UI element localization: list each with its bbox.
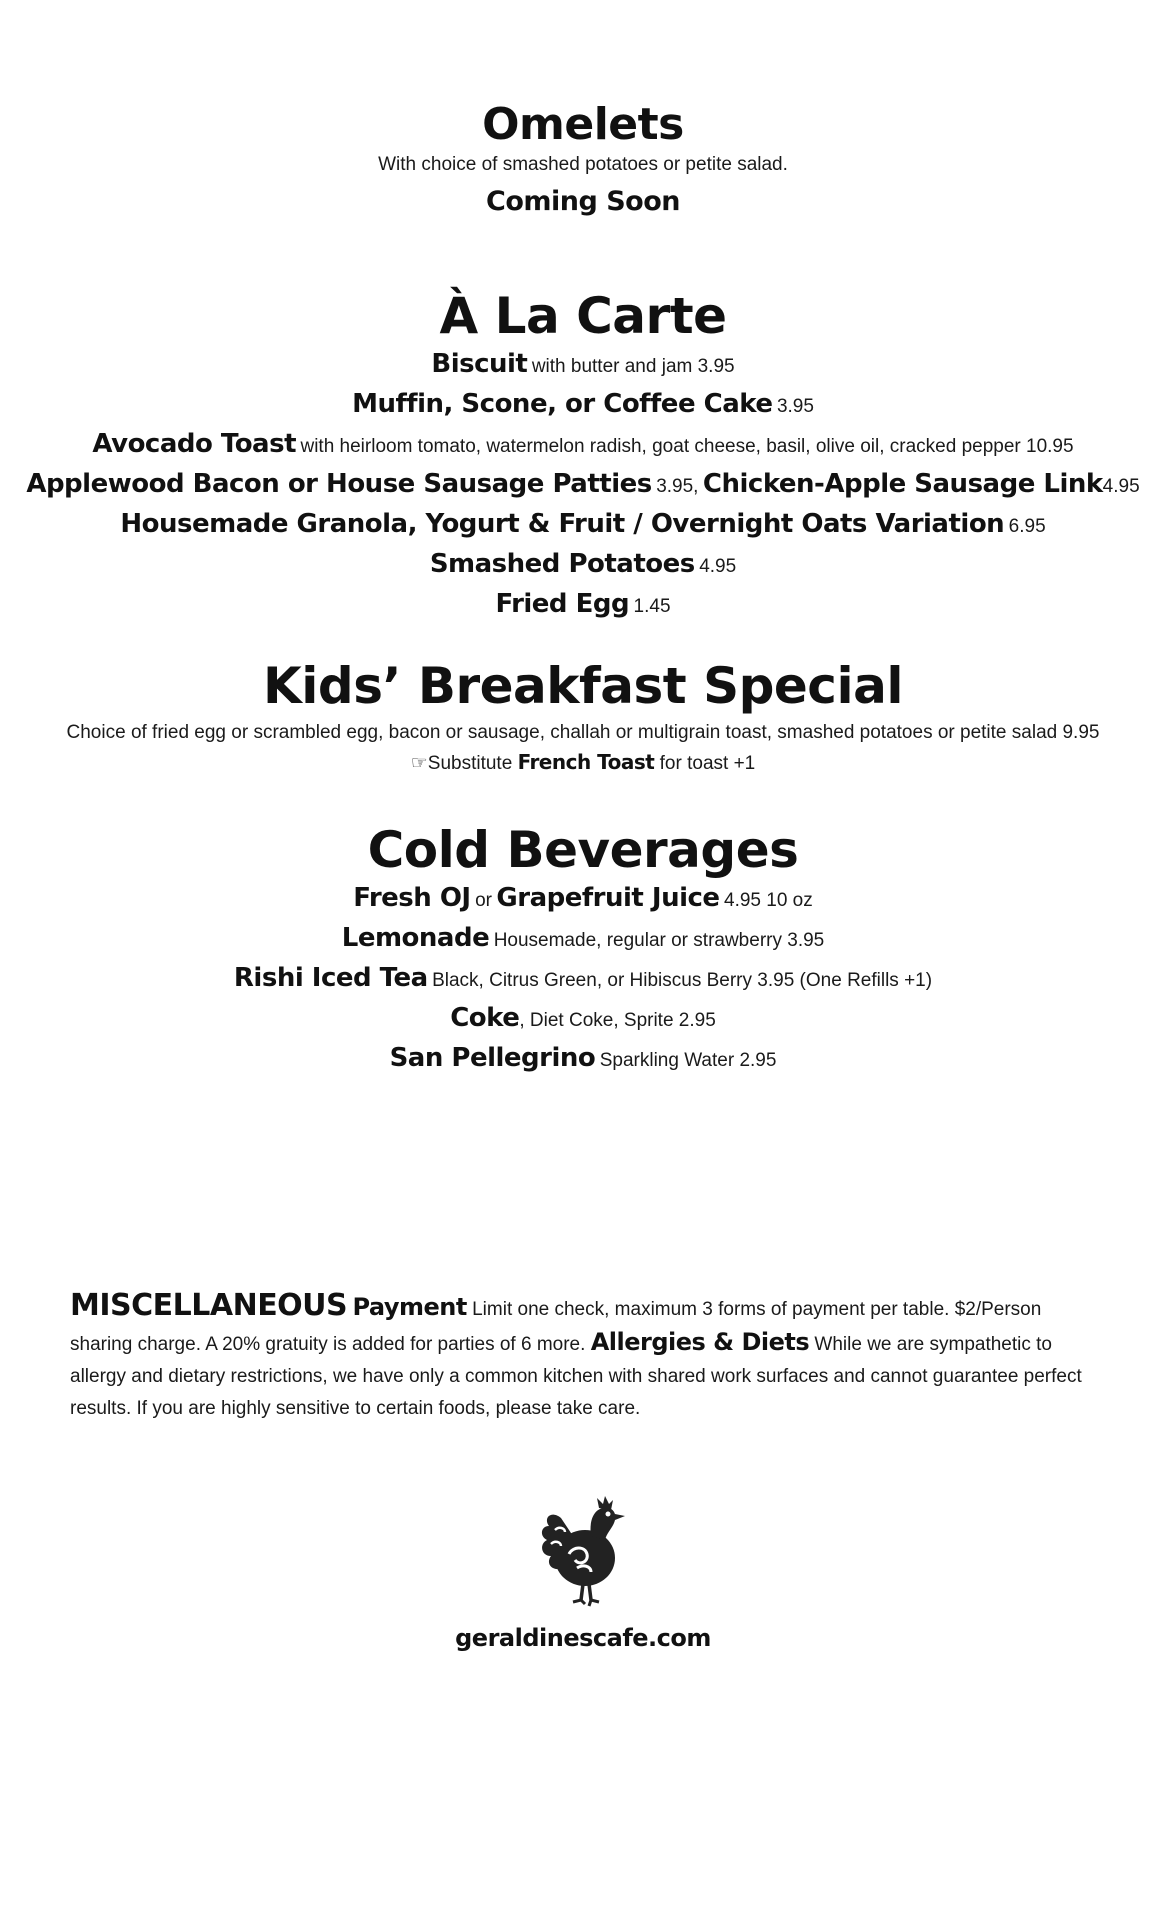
item-name: Fresh OJ — [353, 883, 471, 913]
omelets-title: Omelets — [482, 99, 684, 150]
item-desc: Sparkling Water 2.95 — [599, 1050, 777, 1071]
item-desc: 3.95, — [656, 476, 699, 497]
item-desc: 3.95 — [776, 396, 814, 417]
item-name: Fried Egg — [495, 589, 630, 619]
kids-section — [0, 656, 1166, 778]
payment-label: Payment — [352, 1293, 467, 1321]
cold-beverages-section — [0, 820, 1166, 1080]
menu-item-biscuit — [0, 346, 1166, 386]
a-la-carte-section — [0, 286, 1166, 626]
menu-item-fried-egg — [0, 586, 1166, 626]
menu-item-granola — [0, 506, 1166, 546]
item-desc: 4.95 10 oz — [724, 890, 813, 911]
item-name-2: Grapefruit Juice — [496, 883, 720, 913]
item-name: Muffin, Scone, or Coffee Cake — [352, 389, 773, 419]
kids-description: Choice of fried egg or scrambled egg, bacon or sausage, challah or multigrain toast, smashed potatoes or petite salad 9.95 — [66, 722, 1100, 743]
payment-text: Limit one check, maximum 3 forms of payment per table. $2/Person sharing charge. A 20% gratuity is added for parties of 6 more. — [70, 1299, 1042, 1355]
beverage-item-lemonade — [0, 920, 1166, 960]
substitute-name: French Toast — [517, 750, 655, 774]
menu-item-avocado-toast — [0, 426, 1166, 466]
substitute-prefix: ☞Substitute — [410, 753, 513, 774]
beverage-item-coke — [0, 1000, 1166, 1040]
item-desc: with heirloom tomato, watermelon radish, goat cheese, basil, olive oil, cracked pepper 10.95 — [300, 436, 1074, 457]
item-name: Avocado Toast — [92, 429, 297, 459]
menu-item-muffin — [0, 386, 1166, 426]
item-name: Coke — [450, 1003, 520, 1033]
misc-heading: MISCELLANEOUS — [70, 1288, 348, 1323]
menu-item-bacon-sausage — [0, 466, 1166, 506]
menu-item-smashed-potatoes — [0, 546, 1166, 586]
allergies-label: Allergies & Diets — [590, 1328, 810, 1356]
omelets-subtitle: With choice of smashed potatoes or petite salad. — [378, 154, 788, 175]
item-desc: 1.45 — [633, 596, 671, 617]
website-link[interactable]: geraldinescafe.com — [455, 1624, 711, 1652]
item-desc: Housemade, regular or strawberry 3.95 — [493, 930, 825, 951]
a-la-carte-title: À La Carte — [439, 287, 727, 345]
rooster-logo-icon — [533, 1496, 633, 1616]
item-name: Lemonade — [341, 923, 490, 953]
item-connector: or — [475, 890, 492, 911]
item-desc-2: 4.95 — [1102, 476, 1140, 497]
miscellaneous-section — [70, 1290, 1096, 1425]
item-desc: Black, Citrus Green, or Hibiscus Berry 3.95 (One Refills +1) — [432, 970, 933, 991]
item-name: Smashed Potatoes — [429, 549, 695, 579]
item-desc: , Diet Coke, Sprite 2.95 — [519, 1010, 716, 1031]
cold-beverages-title: Cold Beverages — [367, 821, 799, 879]
item-name: Applewood Bacon or House Sausage Patties — [26, 469, 652, 499]
omelets-status: Coming Soon — [486, 186, 680, 217]
beverage-item-iced-tea — [0, 960, 1166, 1000]
beverage-item-juice — [0, 880, 1166, 920]
omelets-section — [0, 98, 1166, 222]
item-name: Rishi Iced Tea — [233, 963, 428, 993]
item-desc: 4.95 — [699, 556, 737, 577]
allergies-text: While we are sympathetic to allergy and dietary restrictions, we have only a common kitchen with shared work surfaces and cannot guarantee perfect results. If you are highly sensitive to certain foods, please take care. — [70, 1334, 1082, 1419]
beverage-item-pellegrino — [0, 1040, 1166, 1080]
item-name: Housemade Granola, Yogurt & Fruit / Overnight Oats Variation — [120, 509, 1005, 539]
item-desc: with butter and jam 3.95 — [531, 356, 735, 377]
item-name: San Pellegrino — [389, 1043, 596, 1073]
item-name: Biscuit — [431, 349, 528, 379]
item-name-2: Chicken-Apple Sausage Link — [702, 469, 1103, 499]
substitute-suffix: for toast +1 — [659, 753, 756, 774]
kids-title: Kids’ Breakfast Special — [263, 657, 903, 715]
item-desc: 6.95 — [1008, 516, 1046, 537]
kids-substitute — [0, 748, 1166, 778]
